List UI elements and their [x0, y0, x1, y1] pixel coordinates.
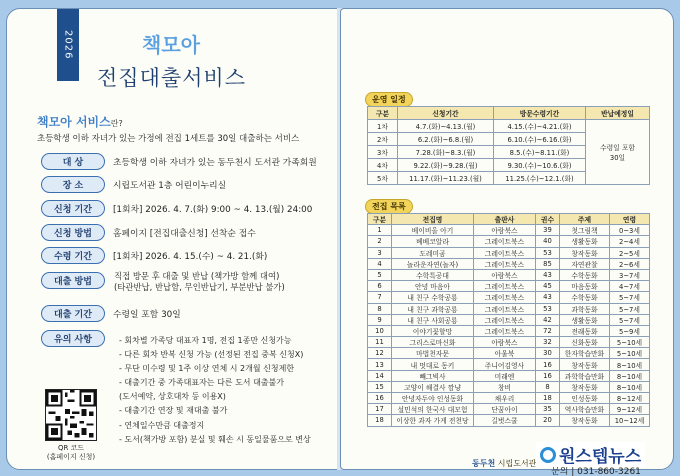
return-date-cell	[586, 120, 650, 185]
column-header: 방문수령기간	[494, 107, 586, 120]
subheading-suffix: 란?	[110, 119, 123, 128]
service-subheading	[37, 113, 123, 130]
table-cell: 베베코알라	[392, 236, 474, 247]
table-row	[368, 393, 650, 404]
table-cell: 내 친구 사회공룡	[392, 314, 474, 325]
news-logo-icon	[540, 447, 556, 463]
left-page	[6, 8, 342, 470]
brand-title: 책모아	[142, 33, 200, 57]
table-cell: 창비	[474, 381, 536, 392]
table-cell: 그레이트북스	[474, 292, 536, 303]
table-row	[368, 337, 650, 348]
qr-code[interactable]	[45, 389, 97, 441]
value-apply-method: 홈페이지 [전집대출신청] 선착순 접수	[113, 229, 256, 239]
table-cell: 6.2.(화)~6.8.(월)	[398, 133, 494, 146]
library-logo-city: 동두천	[472, 459, 496, 468]
table-row	[368, 314, 650, 325]
table-cell: 3~7세	[610, 269, 650, 280]
table-cell: 10	[368, 325, 392, 336]
column-header: 구분	[368, 214, 392, 225]
table-cell: 2~5세	[610, 247, 650, 258]
column-header: 주제	[560, 214, 610, 225]
table-cell: 42	[536, 314, 560, 325]
table-cell: 길벗스쿨	[474, 415, 536, 426]
table-cell: 2~4세	[610, 236, 650, 247]
contact-phone: 문의 | 031-860-3261	[551, 467, 641, 476]
right-page	[340, 8, 674, 470]
table-cell: 5차	[368, 172, 398, 185]
table-cell: 53	[536, 247, 560, 258]
caution-item: - 다른 회차 반복 신청 가능 (선정된 전집 중복 신청X)	[119, 350, 304, 360]
table-row	[368, 225, 650, 236]
table-cell: 자연관찰	[560, 258, 610, 269]
news-watermark	[536, 442, 645, 467]
table-header-row	[368, 107, 650, 120]
column-header: 전집명	[392, 214, 474, 225]
table-cell: 39	[536, 225, 560, 236]
table-cell: 아람북스	[474, 337, 536, 348]
value-pickup-period: [1회차] 2026. 4. 15.(수) ~ 4. 21.(화)	[113, 252, 268, 262]
table-cell: 한자학습만화	[560, 348, 610, 359]
table-cell: 도레미곰	[392, 247, 474, 258]
column-header: 권수	[536, 214, 560, 225]
table-cell: 내 멋대로 동키	[392, 359, 474, 370]
table-row	[368, 258, 650, 269]
table-row	[368, 236, 650, 247]
table-cell: 생활동화	[560, 236, 610, 247]
table-cell: 내 친구 수학공룡	[392, 292, 474, 303]
table-cell: 8.5.(수)~8.11.(화)	[494, 146, 586, 159]
table-cell: 53	[536, 303, 560, 314]
table-row	[368, 359, 650, 370]
table-cell: 신화동화	[560, 337, 610, 348]
table-row	[368, 404, 650, 415]
table-cell: 20	[536, 415, 560, 426]
table-cell: 5~7세	[610, 292, 650, 303]
table-cell: 2	[368, 236, 392, 247]
table-cell: 8	[368, 303, 392, 314]
table-cell: 전래동화	[560, 325, 610, 336]
news-watermark-text: 원스텝뉴스	[559, 447, 642, 467]
table-cell: 수학동화	[560, 292, 610, 303]
table-cell: 창작동화	[560, 359, 610, 370]
table-cell: 3	[368, 247, 392, 258]
collection-label: 전집 목록	[365, 199, 413, 214]
column-header: 구분	[368, 107, 398, 120]
table-cell: 4	[368, 258, 392, 269]
column-header: 출판사	[474, 214, 536, 225]
table-cell: 창작동화	[560, 247, 610, 258]
value-target: 초등학생 이하 자녀가 있는 동두천시 도서관 가족회원	[113, 158, 317, 168]
table-cell: 채우리	[474, 393, 536, 404]
table-cell: 이상한 과자 가게 전천당	[392, 415, 474, 426]
table-cell: 9	[368, 314, 392, 325]
table-row	[368, 348, 650, 359]
table-row	[368, 292, 650, 303]
table-cell: 설민석의 한국사 대모험	[392, 404, 474, 415]
table-cell: 창작동화	[560, 415, 610, 426]
table-cell: 아람북스	[474, 269, 536, 280]
info-row-place	[41, 176, 226, 193]
info-row-loan-method	[41, 272, 105, 289]
table-cell: 안녕자두야 인성동화	[392, 393, 474, 404]
table-cell: 그레이트북스	[474, 325, 536, 336]
table-cell: 5~10세	[610, 337, 650, 348]
table-cell: 역사학습만화	[560, 404, 610, 415]
table-cell: 인성동화	[560, 393, 610, 404]
table-row	[368, 370, 650, 381]
table-cell: 마음동화	[560, 281, 610, 292]
table-cell: 안녕 마음아	[392, 281, 474, 292]
value-place: 시립도서관 1층 어린이누리실	[113, 181, 227, 191]
table-row	[368, 415, 650, 426]
table-cell: 16	[536, 359, 560, 370]
table-cell: 그레이트북스	[474, 281, 536, 292]
table-cell: 5~10세	[610, 348, 650, 359]
table-cell: 43	[536, 269, 560, 280]
library-logo-name: 시립도서관	[497, 459, 537, 468]
table-cell: 그레이트북스	[474, 247, 536, 258]
table-cell: 43	[536, 292, 560, 303]
service-intro: 초등학생 이하 자녀가 있는 가정에 전집 1세트를 30일 대출하는 서비스	[37, 134, 300, 144]
table-cell: 4.15.(수)~4.21.(화)	[494, 120, 586, 133]
table-cell: 미래엔	[474, 370, 536, 381]
caution-item: - 대출기간 연장 및 재대출 불가	[119, 406, 228, 416]
table-cell: 18	[368, 415, 392, 426]
collection-table	[367, 213, 650, 427]
table-cell: 5~7세	[610, 303, 650, 314]
library-logo	[472, 458, 536, 469]
table-cell: 6.10.(수)~6.16.(화)	[494, 133, 586, 146]
qr-caption-line-1: QR 코드	[57, 444, 85, 452]
table-cell: 4~7세	[610, 281, 650, 292]
table-cell: 85	[536, 258, 560, 269]
caution-list	[119, 334, 311, 447]
value-loan-period: 수령일 포함 30일	[113, 310, 181, 320]
label-place: 장 소	[41, 176, 105, 193]
table-cell: 8	[536, 381, 560, 392]
label-loan-method: 대출 방법	[41, 272, 105, 289]
subheading-text: 책모아 서비스	[37, 115, 111, 129]
table-cell: 6	[368, 281, 392, 292]
label-cautions: 유의 사항	[41, 330, 105, 347]
table-cell: 11.25.(수)~12.1.(화)	[494, 172, 586, 185]
table-cell: 수학특공대	[392, 269, 474, 280]
caution-item: - 무단 미수령 및 1주 이상 연체 시 2개월 신청제한	[119, 364, 295, 374]
table-cell: 45	[536, 281, 560, 292]
table-cell: 4차	[368, 159, 398, 172]
qr-caption-line-2: (홈페이지 신청)	[46, 453, 96, 461]
table-cell: 72	[536, 325, 560, 336]
table-cell: 15	[368, 381, 392, 392]
info-row-apply-period	[41, 200, 312, 217]
table-cell: 놀라운자연(놀자)	[392, 258, 474, 269]
table-cell: 17	[368, 404, 392, 415]
info-row-loan-period	[41, 305, 181, 322]
caution-item: - 회차별 가족당 대표자 1명, 전집 1종만 신청가능	[119, 336, 292, 345]
table-cell: 9~12세	[610, 404, 650, 415]
table-cell: 11.17.(화)~11.23.(월)	[398, 172, 494, 185]
table-cell: 18	[536, 393, 560, 404]
table-cell: 베이비올 아기	[392, 225, 474, 236]
table-cell: 7.28.(화)~8.3.(월)	[398, 146, 494, 159]
label-apply-period: 신청 기간	[41, 200, 105, 217]
table-cell: 8~12세	[610, 393, 650, 404]
value-loan-method	[114, 271, 285, 293]
label-target: 대 상	[41, 153, 105, 170]
table-cell: 10~12세	[610, 415, 650, 426]
service-title: 전집대출서비스	[97, 66, 247, 90]
table-cell: 4.7.(화)~4.13.(월)	[398, 120, 494, 133]
table-cell: 3차	[368, 146, 398, 159]
table-cell: 1차	[368, 120, 398, 133]
caution-item: - 연체일수만큼 대출정지	[119, 420, 205, 430]
table-row	[368, 325, 650, 336]
table-cell: 12	[368, 348, 392, 359]
label-pickup-period: 수령 기간	[41, 247, 105, 264]
value-apply-period: [1회차] 2026. 4. 7.(화) 9:00 ~ 4. 13.(월) 24:00	[113, 205, 313, 215]
table-cell: 14	[368, 370, 392, 381]
table-cell: 주니어김영사	[474, 359, 536, 370]
table-row	[368, 303, 650, 314]
table-cell: 과학학습만화	[560, 370, 610, 381]
table-cell: 8~10세	[610, 370, 650, 381]
column-header: 반납예정일	[586, 107, 650, 120]
table-cell: 1	[368, 225, 392, 236]
table-cell: 30	[536, 348, 560, 359]
table-cell: 아울북	[474, 348, 536, 359]
table-header-row	[368, 214, 650, 225]
table-cell: 0~3세	[610, 225, 650, 236]
table-cell: 13	[368, 359, 392, 370]
return-note-line-1: 수령일 포함	[600, 144, 635, 152]
table-cell: 그리스로마신화	[392, 337, 474, 348]
table-cell: 16	[536, 370, 560, 381]
table-cell: 2차	[368, 133, 398, 146]
table-cell: 빼그빅사	[392, 370, 474, 381]
table-cell: 내 친구 과학공룡	[392, 303, 474, 314]
table-row	[368, 281, 650, 292]
info-row-pickup-period	[41, 247, 267, 264]
label-apply-method: 신청 방법	[41, 224, 105, 241]
table-cell: 2~6세	[610, 258, 650, 269]
table-cell: 40	[536, 236, 560, 247]
column-header: 신청기간	[398, 107, 494, 120]
schedule-table	[367, 106, 650, 185]
table-cell: 첫그림책	[560, 225, 610, 236]
return-note-line-2: 30일	[609, 154, 626, 162]
table-row	[368, 247, 650, 258]
table-cell: 그레이트북스	[474, 314, 536, 325]
table-cell: 마법천자문	[392, 348, 474, 359]
table-cell: 그레이트북스	[474, 258, 536, 269]
caution-item: (도서예약, 상호대차 등 이용X)	[119, 392, 226, 402]
table-cell: 창작동화	[560, 381, 610, 392]
info-row-cautions	[41, 330, 105, 347]
table-cell: 5	[368, 269, 392, 280]
caution-item: - 도서(책가방 포함) 분실 및 훼손 시 동일물품으로 변상	[119, 434, 311, 444]
table-cell: 9.22.(화)~9.28.(월)	[398, 159, 494, 172]
table-cell: 9.30.(수)~10.6.(화)	[494, 159, 586, 172]
table-cell: 수학동화	[560, 269, 610, 280]
table-cell: 단꿈아이	[474, 404, 536, 415]
table-cell: 8~10세	[610, 359, 650, 370]
column-header: 연령	[610, 214, 650, 225]
table-cell: 8~10세	[610, 381, 650, 392]
table-row	[368, 381, 650, 392]
table-cell: 32	[536, 337, 560, 348]
table-cell: 아람북스	[474, 225, 536, 236]
brochure	[6, 8, 674, 476]
label-loan-period: 대출 기간	[41, 305, 105, 322]
loan-method-line-2: (타관반납, 반납함, 무인반납기, 부분반납 불가)	[114, 282, 285, 292]
table-row	[368, 269, 650, 280]
table-cell: 35	[536, 404, 560, 415]
info-row-apply-method	[41, 224, 256, 241]
qr-caption	[35, 444, 107, 462]
table-cell: 이야기꽃할망	[392, 325, 474, 336]
year-ribbon: 2026	[57, 9, 79, 81]
caution-item: - 대출기간 중 가족대표자는 다른 도서 대출불가	[119, 378, 284, 388]
schedule-label: 운영 일정	[365, 92, 413, 107]
table-cell: 그레이트북스	[474, 303, 536, 314]
info-row-target	[41, 153, 317, 170]
table-row	[368, 120, 650, 133]
table-cell: 과학동화	[560, 303, 610, 314]
table-cell: 그레이트북스	[474, 236, 536, 247]
table-cell: 고양이 해결사 깜냥	[392, 381, 474, 392]
table-cell: 7	[368, 292, 392, 303]
loan-method-line-1: 직접 방문 후 대출 및 반납 (책가방 함께 대여)	[114, 271, 280, 281]
table-cell: 5~7세	[610, 314, 650, 325]
table-cell: 5~9세	[610, 325, 650, 336]
table-cell: 11	[368, 337, 392, 348]
table-cell: 생활동화	[560, 314, 610, 325]
table-cell: 16	[368, 393, 392, 404]
